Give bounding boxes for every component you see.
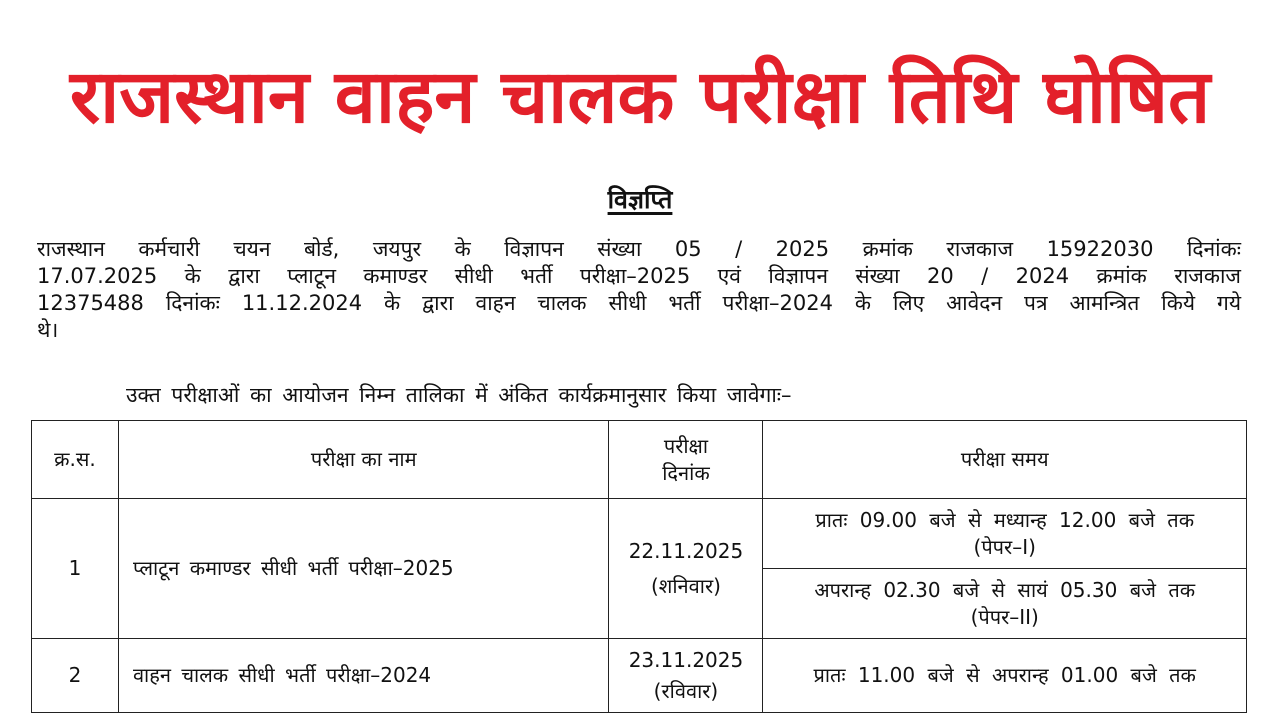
session-time: प्रातः 09.00 बजे से मध्यान्ह 12.00 बजे तक [815,507,1195,532]
row-exam-name: वाहन चालक सीधी भर्ती परीक्षा–2024 [118,639,609,713]
paragraph-line: थे। [37,318,59,342]
session-time: प्रातः 11.00 बजे से अपरान्ह 01.00 बजे तक [813,663,1196,687]
row-exam-date [609,639,763,713]
notice-title [0,184,1280,216]
exam-date: 22.11.2025 [628,538,744,563]
session-paper: (पेपर–I) [973,534,1036,559]
header-exam-date [609,421,763,499]
table-row [32,639,1247,713]
table-row [32,499,1247,569]
exam-date: 23.11.2025 [628,647,744,672]
row-exam-date [609,499,763,639]
session-paper: (पेपर–II) [970,604,1039,629]
header-exam-date-line2: दिनांक [662,460,710,485]
row-exam-session [763,639,1247,713]
table-header-row [32,421,1247,499]
schedule-intro: उक्त परीक्षाओं का आयोजन निम्न तालिका में अंकित कार्यक्रमानुसार किया जावेगाः– [126,383,792,407]
row-serial: 2 [32,639,119,713]
row-serial: 1 [32,499,119,639]
notice-paragraph [37,236,1241,344]
header-exam-date-line1: परीक्षा [663,433,709,458]
notice-title-text: विज्ञप्ति [607,185,673,214]
paragraph-line: 12375488 दिनांकः 11.12.2024 के द्वारा वाहन चालक सीधी भर्ती परीक्षा–2024 के लिए आवेदन पत्र आमन्त्रित किये गये [37,291,1241,315]
header-serial: क्र.स. [32,421,119,499]
row-exam-name: प्लाटून कमाण्डर सीधी भर्ती परीक्षा–2025 [118,499,609,639]
header-exam-name: परीक्षा का नाम [118,421,609,499]
session-time: अपरान्ह 02.30 बजे से सायं 05.30 बजे तक [814,577,1196,602]
paragraph-line: राजस्थान कर्मचारी चयन बोर्ड, जयपुर के विज्ञापन संख्या 05 / 2025 क्रमांक राजकाज 15922030 दिनांकः [37,237,1241,261]
exam-day: (रविवार) [653,678,719,703]
row-exam-session [763,499,1247,569]
header-exam-time: परीक्षा समय [763,421,1247,499]
paragraph-line: 17.07.2025 के द्वारा प्लाटून कमाण्डर सीधी भर्ती परीक्षा–2025 एवं विज्ञापन संख्या 20 / 2024 क्रमांक राजकाज [37,264,1241,288]
headline: राजस्थान वाहन चालक परीक्षा तिथि घोषित [69,54,1211,140]
exam-day: (शनिवार) [650,573,721,598]
exam-schedule-table [31,420,1247,713]
row-exam-session [763,569,1247,639]
